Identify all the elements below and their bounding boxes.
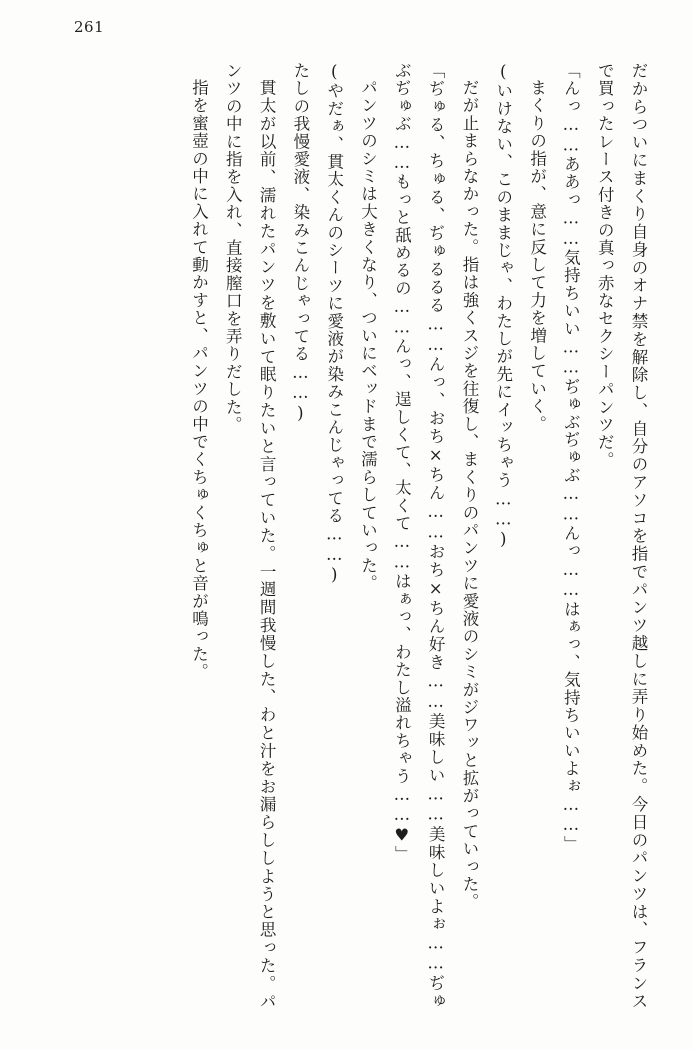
paragraph: (いけない、このままじゃ、わたしが先にイッちゃう……) [493, 62, 513, 550]
paragraph: (やだぁ、貫太くんのシーツに愛液が染みこんじゃってる……) [324, 62, 344, 586]
paragraph: 「んっ……ああっ……気持ちいい……ぢゅぶぢゅぶ……んっ……はぁっ、気持ちいいよぉ……」 [561, 62, 581, 854]
paragraph: 貫太が以前、濡れたパンツを敷いて眠りたいと言っていた。一週間我慢した、わと汁をお漏らししようと思った。パンツの中に指を入れ、直接膣口を弄りだした。 [223, 62, 277, 1010]
page-number: 261 [74, 18, 105, 36]
paragraph: 指を蜜壺の中に入れて動かすと、パンツの中でくちゅくちゅと音が鳴った。 [189, 78, 209, 681]
page-body-text [40, 62, 655, 1010]
paragraph: パンツのシミは大きくなり、ついにベッドまで濡らしていった。 [358, 78, 378, 592]
paragraph: たしの我慢愛液、染みこんじゃってる……) [290, 62, 310, 424]
paragraph: 「ぢゅる、ちゅる、ぢゅるるる……んっ、おち×ちん……おち×ちん好き……美味しい……美味しいよぉ……ぢゅぶぢゅぶ……もっと舐めるの……んっ、逞しくて、太くて……はぁっ、わたし溢れちゃう……♥」 [392, 62, 446, 1010]
paragraph: まくりの指が、意に反して力を増していく。 [527, 78, 547, 433]
paragraph: だが止まらなかった。指は強くスジを往復し、まくりのパンツに愛液のシミがジワッと拡がっていった。 [459, 78, 479, 911]
paragraph: だからついにまくり自身のオナ禁を解除し、自分のアソコを指でパンツ越しに弄り始めた。今日のパンツは、フランスで買ったレース付きの真っ赤なセクシーパンツだ。 [595, 62, 648, 1010]
